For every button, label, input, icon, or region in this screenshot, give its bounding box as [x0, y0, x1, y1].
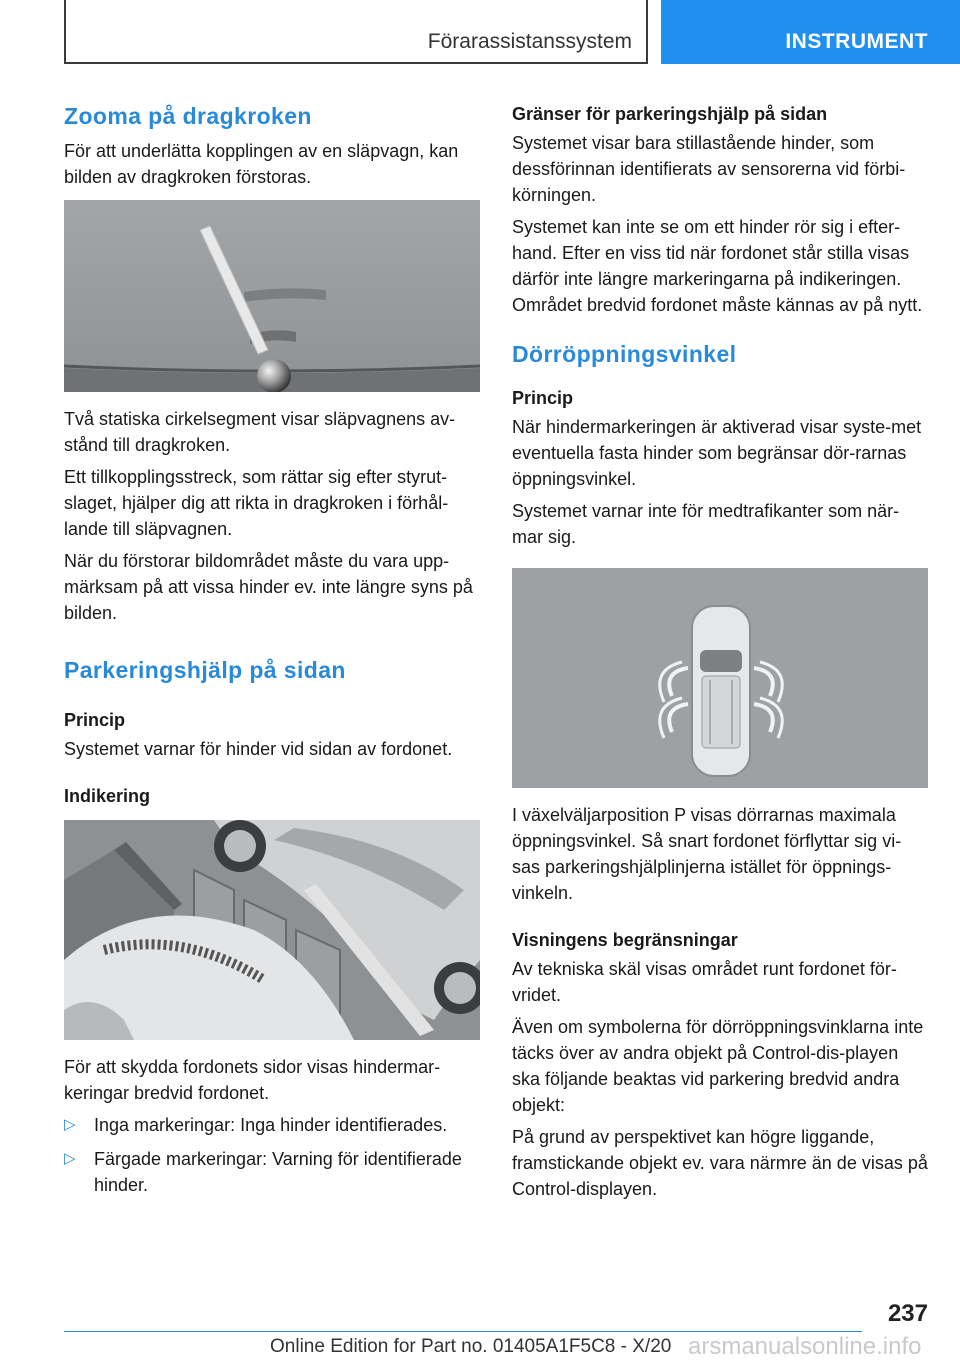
coupling-line-text: Ett tillkopplingsstreck, som rättar sig efter styrut-slaget, hjälper dig att rikta in dragkroken i förhål-lande till släpvagnen. [64, 467, 449, 539]
view-limits-text-2: Även om symbolerna för dörröppningsvinklarna inte täcks över av andra objekt på Control-dis-playen ska följande beaktas vid parkering bredvid andra objekt: [512, 1017, 924, 1115]
indication-heading: Indikering [64, 786, 151, 806]
segments-text: Två statiska cirkelsegment visar släpvagnens av-stånd till dragkroken. [64, 409, 456, 455]
view-limits-text-3: På grund av perspektivet kan högre liggande, framstickande objekt ev. vara närmre än de visas på Control-displayen. [512, 1127, 928, 1199]
view-limits-heading: Visningens begränsningar [512, 930, 738, 950]
footer-divider [64, 1331, 862, 1332]
chapter-tab: INSTRUMENT [661, 0, 960, 64]
list-item [64, 1112, 480, 1138]
principle-text: Systemet varnar för hinder vid sidan av fordonet. [64, 739, 453, 759]
zoom-text: För att underlätta kopplingen av en släpvagn, kan bilden av dragkroken förstoras. [64, 141, 459, 187]
protect-text: För att skydda fordonets sidor visas hindermar-keringar bredvid fordonet. [64, 1057, 441, 1103]
triangle-bullet-icon: ▷ [64, 1116, 76, 1133]
tow-hook-figure [64, 200, 480, 392]
door-angle-illustration [512, 568, 928, 788]
limits-text-2: Systemet kan inte se om ett hinder rör sig i efter-hand. Efter en viss tid när fordonet står stilla visas därför inte längre markeringarna på indikeringen. Området bredvid fordonet måste kännas av på nytt. [512, 217, 923, 315]
side-parking-heading: Parkeringshjälp på sidan [64, 657, 346, 683]
door-angle-heading: Dörröppningsvinkel [512, 341, 737, 367]
list-item-text: Inga markeringar: Inga hinder identifierades. [94, 1115, 448, 1135]
marking-list [64, 1112, 480, 1198]
side-parking-illustration [64, 820, 480, 1040]
limits-text-1: Systemet visar bara stillastående hinder, som dessförinnan identifierats av sensorerna vid förbi-körningen. [512, 133, 906, 205]
edition-text: Online Edition for Part no. 01405A1F5C8 - X/20 [270, 1336, 672, 1357]
zoom-caution-text: När du förstorar bildområdet måste du vara upp-märksam på att vissa hinder ev. inte längre syns på bilden. [64, 551, 473, 623]
right-column [512, 100, 928, 1208]
section-title: Förarassistanssystem [427, 30, 632, 53]
header-frame [64, 0, 648, 64]
limits-heading: Gränser för parkeringshjälp på sidan [512, 104, 828, 124]
door-principle-text-2: Systemet varnar inte för medtrafikanter som när-mar sig. [512, 501, 900, 547]
principle-heading: Princip [64, 710, 126, 730]
door-principle-text-1: När hindermarkeringen är aktiverad visar syste-met eventuella fasta hinder som begränsar dör-rarnas öppningsvinkel. [512, 417, 922, 489]
list-item [64, 1146, 480, 1198]
triangle-bullet-icon: ▷ [64, 1150, 76, 1167]
watermark: arsmanualsonline.info [688, 1333, 922, 1360]
gear-position-text: I växelväljarposition P visas dörrarnas maximala öppningsvinkel. Så snart fordonet förflyttar sig vi-sas parkeringshjälplinjerna istället för öppnings-vinkeln. [512, 805, 902, 903]
left-column [64, 100, 480, 1206]
view-limits-text-1: Av tekniska skäl visas området runt fordonet för-vridet. [512, 959, 897, 1005]
page-number: 237 [887, 1300, 928, 1327]
zoom-heading: Zooma på dragkroken [64, 103, 312, 129]
list-item-text: Färgade markeringar: Varning för identifierade hinder. [94, 1149, 462, 1195]
door-angle-figure [512, 568, 928, 788]
tow-hook-illustration [64, 200, 480, 392]
door-principle-heading: Princip [512, 388, 574, 408]
side-parking-figure [64, 820, 480, 1040]
